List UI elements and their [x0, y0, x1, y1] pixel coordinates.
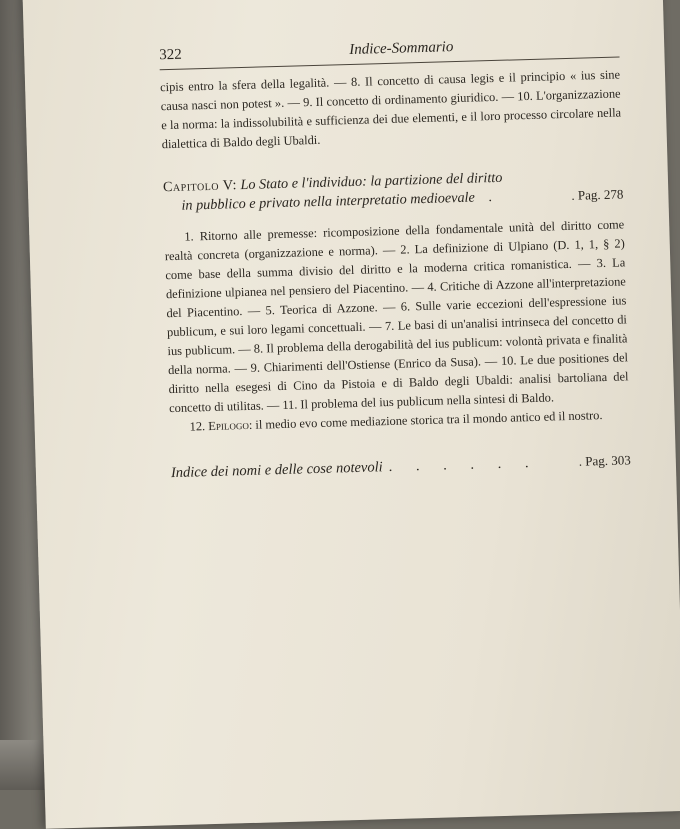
index-entry-page-ref: . Pag. 303 — [578, 452, 631, 469]
running-title: Indice-Sommario — [349, 39, 454, 58]
page-header — [159, 34, 619, 70]
index-entry-leader: . . . . . . — [388, 454, 539, 476]
continuation-paragraph: cipis entro la sfera della legalità. — 8. Il concetto di causa legis e il principio « ius sine causa nasci non potest ». — 9. Il concetto di ordinamento giuridico. — 10. L'organizzazione e la norma: la indissolubilità e sufficienza dei due elementi, e il loro processo circolare nella dialettica di Baldo degli Ubaldi. — [159, 67, 622, 152]
chapter-label: Capitolo V: — [162, 177, 238, 196]
book-page — [22, 0, 680, 829]
index-entry — [171, 452, 631, 482]
chapter-summary: 1. Ritorno alle premesse: ricomposizione della fondamentale unità del diritto come realtà concreta (organizzazione e norma). — 2. La definizione di Ulpiano (D. 1, 1, § 2) come base della summa divisio del diritto e la moderna critica romanistica. — 3. La definizione ulpianea nel pensiero del Piacentino. — 4. Critiche di Azzone all'interpretazione del Piacentino. — 5. Teorica di Azzone. — 6. Sulle varie eccezioni dell'espressione ius publicum, e sui loro legami concettuali. — 7. Le basi di un'analisi intrinseca del concetto di ius publicum. — 8. Il problema della derogabilità del ius publicum: volontà privata e finalità della norma. — 9. Chiarimenti dell'Ostiense (Enrico da Susa). — 10. Le due positiones del diritto nella esegesi di Cino da Pistoia e di Baldo degli Ubaldi: analisi bartoliana del concetto di utilitas. — 11. Il problema del ius publicum nella sintesi di Baldo. — [164, 217, 629, 416]
epilogue-number: 12. — [189, 419, 206, 434]
page-number: 322 — [159, 46, 183, 64]
epilogue-text: il medio evo come mediazione storica tra il mondo antico ed il nostro. — [255, 408, 603, 432]
chapter-page-ref: . Pag. 278 — [571, 186, 624, 203]
page-content — [159, 34, 631, 482]
chapter-leader: . — [488, 189, 493, 206]
index-entry-title: Indice dei nomi e delle cose notevoli — [170, 459, 383, 482]
epilogue-label: Epilogo: — [208, 417, 253, 434]
chapter-title-line1: Lo Stato e l'individuo: la partizione del diritto — [240, 169, 503, 194]
chapter-title-line2: in pubblico e privato nella interpretatio medioevale — [181, 189, 476, 214]
chapter-heading — [163, 165, 624, 216]
